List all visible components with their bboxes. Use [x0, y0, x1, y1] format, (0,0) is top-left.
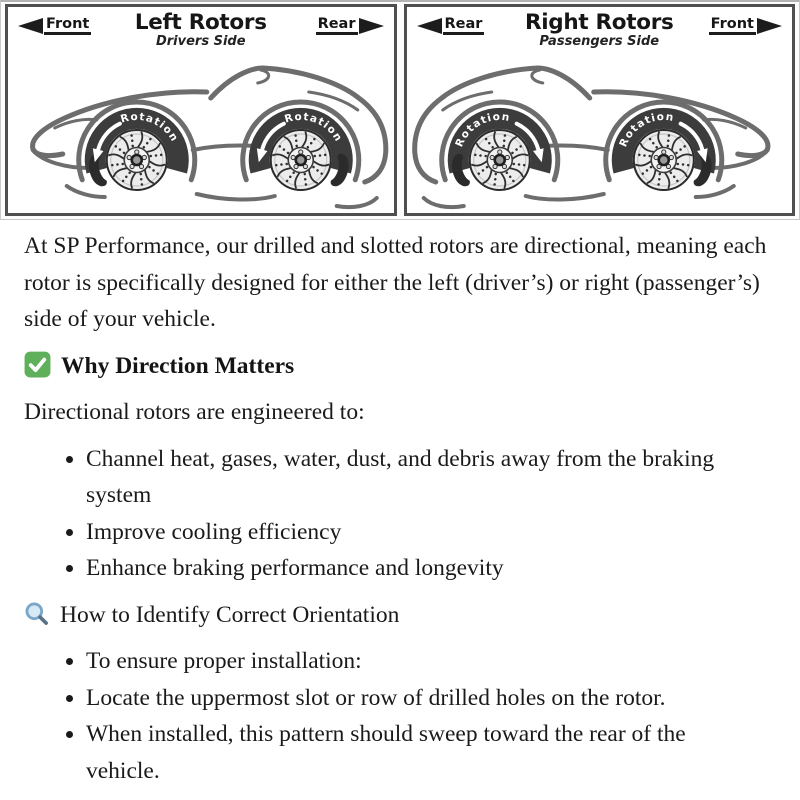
list-item: • Channel heat, gases, water, dust, and debris away from the braking system: [86, 441, 774, 514]
magnifier-icon: [24, 601, 50, 627]
panel-title: Right Rotors: [524, 10, 674, 35]
left-rotors-panel: [5, 4, 397, 216]
rotation-label: Rotation: [119, 110, 181, 145]
left-car-diagram: [8, 56, 394, 216]
panel-subtitle: Drivers Side: [155, 34, 246, 49]
rotation-label: Rotation: [616, 110, 675, 149]
left-arrow-icon: [417, 18, 442, 34]
rotation-label: Rotation: [283, 110, 345, 145]
right-panel-header: [407, 7, 793, 56]
front-direction-label: [709, 16, 782, 35]
intro-paragraph: At SP Performance, our drilled and slotted rotors are directional, meaning each rotor is specifically designed for either the left (driver’s) or right (passenger’s) side of your vehicle.: [24, 233, 767, 332]
front-direction-label: [18, 16, 91, 35]
direction-label-text: Front: [709, 16, 756, 35]
benefits-list: [24, 441, 774, 587]
rear-direction-label: [417, 16, 485, 35]
left-arrow-icon: [18, 18, 43, 34]
left-panel-header: [8, 7, 394, 56]
rear-direction-label: [316, 16, 384, 35]
rotor-direction-figure: [0, 0, 800, 220]
lead-paragraph: Directional rotors are engineered to:: [24, 399, 365, 425]
direction-label-text: Front: [44, 16, 91, 35]
panel-title: Left Rotors: [134, 10, 267, 35]
list-item: • Locate the uppermost slot or row of drilled holes on the rotor.: [86, 680, 774, 717]
right-arrow-icon: [359, 18, 384, 34]
right-car-diagram: [407, 56, 793, 216]
right-arrow-icon: [757, 18, 782, 34]
list-item: • When installed, this pattern should sweep toward the rear of the vehicle.: [86, 716, 774, 789]
section-heading-why-direction-matters: [24, 348, 774, 385]
section-heading-identify-orientation: [24, 597, 774, 634]
article: [0, 220, 800, 789]
direction-label-text: Rear: [316, 16, 358, 35]
right-rotors-panel: [404, 4, 796, 216]
section-heading-text: How to Identify Correct Orientation: [60, 601, 400, 628]
list-item: • Enhance braking performance and longevity: [86, 550, 774, 587]
check-mark-icon: [24, 351, 51, 378]
panel-subtitle: Passengers Side: [539, 34, 660, 49]
list-item: • To ensure proper installation:: [86, 643, 774, 680]
rotation-label: Rotation: [452, 110, 511, 149]
orientation-steps-list: [24, 643, 774, 789]
list-item: • Improve cooling efficiency: [86, 514, 774, 551]
direction-label-text: Rear: [443, 16, 485, 35]
section-heading-text: Why Direction Matters: [61, 352, 295, 379]
